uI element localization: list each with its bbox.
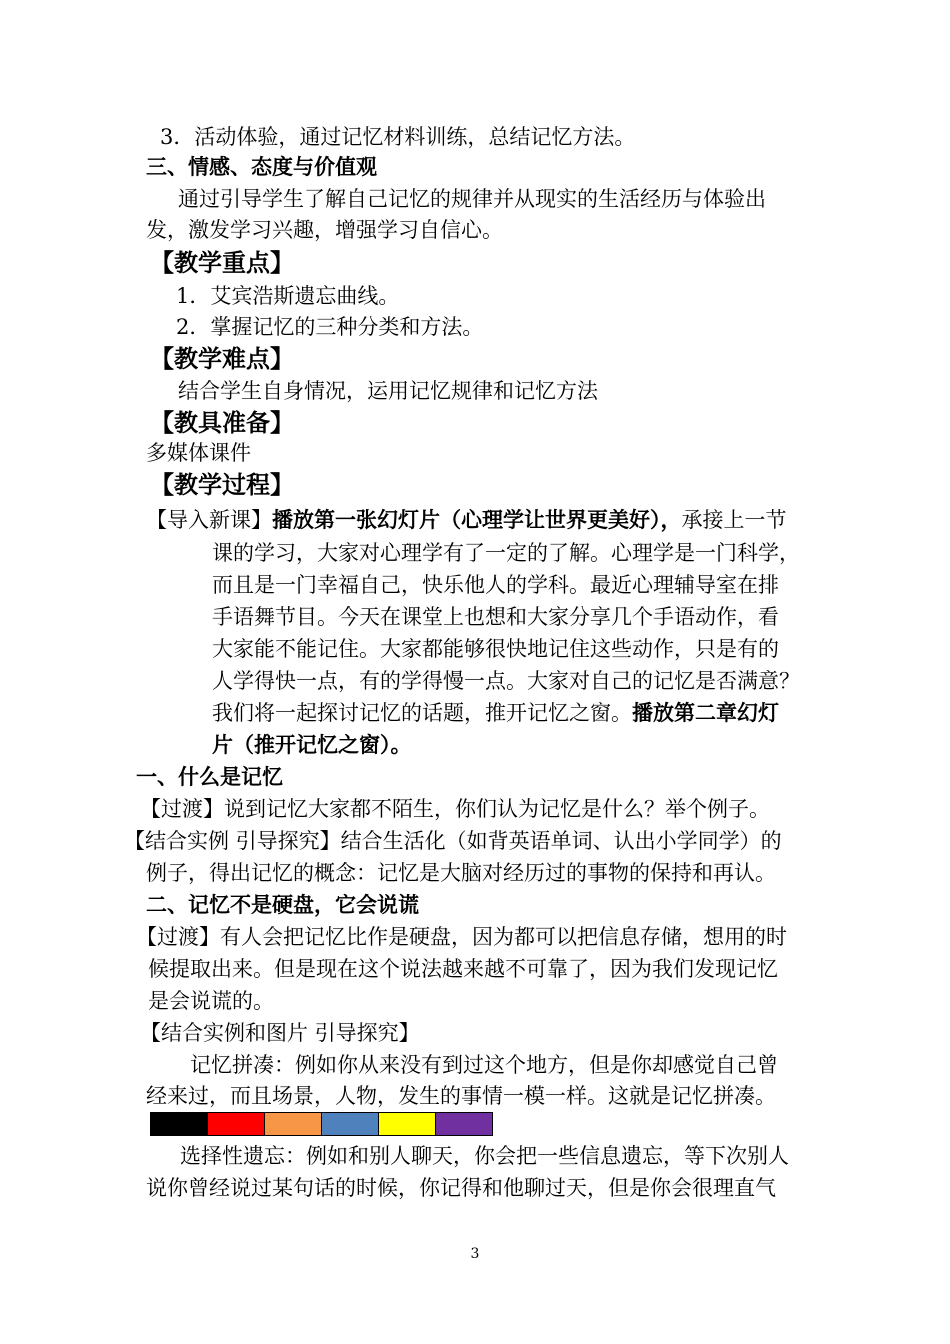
intro-bold: 播放第一张幻灯片（心理学让世界更美好）， — [272, 508, 682, 532]
intro-tag: 【导入新课】 — [146, 508, 272, 532]
color-swatch-red — [208, 1113, 265, 1135]
section-heading: 【教具准备】 — [150, 409, 294, 437]
color-swatch-black — [151, 1113, 208, 1135]
slide2-bold: 播放第二章幻灯 — [632, 701, 779, 725]
text-line: 是会说谎的。 — [148, 989, 274, 1013]
text-line: 经来过，而且场景，人物，发生的事情一模一样。这就是记忆拼凑。 — [146, 1084, 776, 1108]
text-line: 说你曾经说过某句话的时候，你记得和他聊过天，但是你会很理直气 — [146, 1176, 776, 1200]
intro-line — [146, 505, 787, 535]
section-heading: 【教学难点】 — [150, 345, 294, 373]
section-heading: 二、记忆不是硬盘，它会说谎 — [146, 893, 419, 917]
text-line: 【过渡】说到记忆大家都不陌生，你们认为记忆是什么？举个例子。 — [140, 797, 770, 821]
text-line: 3．活动体验，通过记忆材料训练，总结记忆方法。 — [160, 125, 636, 149]
text-line: 通过引导学生了解自己记忆的规律并从现实的生活经历与体验出 — [178, 187, 766, 211]
text-line: 而且是一门幸福自己，快乐他人的学科。最近心理辅导室在排 — [212, 573, 779, 597]
slide2-normal: 我们将一起探讨记忆的话题，推开记忆之窗。 — [212, 701, 632, 725]
text-line: 大家能不能记住。大家都能够很快地记住这些动作，只是有的 — [212, 637, 779, 661]
text-line: 多媒体课件 — [146, 441, 251, 465]
text-line: 手语舞节目。今天在课堂上也想和大家分享几个手语动作，看 — [212, 605, 779, 629]
text-line: 【结合实例 引导探究】结合生活化（如背英语单词、认出小学同学）的 — [124, 829, 782, 853]
text-line: 片（推开记忆之窗）。 — [212, 733, 412, 757]
color-swatch-purple — [436, 1113, 492, 1135]
text-line: 结合学生自身情况，运用记忆规律和记忆方法 — [178, 379, 598, 403]
text-line: 人学得快一点，有的学得慢一点。大家对自己的记忆是否满意？ — [212, 669, 800, 693]
list-item: 2．掌握记忆的三种分类和方法。 — [176, 315, 484, 339]
text-line: 例子，得出记忆的概念：记忆是大脑对经历过的事物的保持和再认。 — [146, 861, 776, 885]
text-line: 选择性遗忘：例如和别人聊天，你会把一些信息遗忘，等下次别人 — [180, 1144, 789, 1168]
text-line: 候提取出来。但是现在这个说法越来越不可靠了，因为我们发现记忆 — [148, 957, 778, 981]
color-swatch-orange — [265, 1113, 322, 1135]
intro-rest: 承接上一节 — [681, 508, 787, 532]
section-heading: 【教学重点】 — [150, 249, 294, 277]
page-number: 3 — [470, 1246, 480, 1262]
color-swatch-yellow — [379, 1113, 436, 1135]
section-heading: 一、什么是记忆 — [136, 765, 283, 789]
color-swatch-blue — [322, 1113, 379, 1135]
text-line: 课的学习，大家对心理学有了一定的了解。心理学是一门科学， — [212, 541, 800, 565]
color-bar — [150, 1112, 493, 1136]
text-line: 记忆拼凑：例如你从来没有到过这个地方，但是你却感觉自己曾 — [190, 1053, 778, 1077]
list-item: 1．艾宾浩斯遗忘曲线。 — [176, 284, 400, 308]
section-heading: 三、情感、态度与价值观 — [146, 155, 377, 179]
text-line: 发，激发学习兴趣，增强学习自信心。 — [146, 218, 503, 242]
text-line: 【结合实例和图片 引导探究】 — [140, 1021, 420, 1045]
section-heading: 【教学过程】 — [150, 471, 294, 499]
text-line — [212, 698, 779, 728]
text-line: 【过渡】有人会把记忆比作是硬盘，因为都可以把信息存储，想用的时 — [136, 925, 787, 949]
